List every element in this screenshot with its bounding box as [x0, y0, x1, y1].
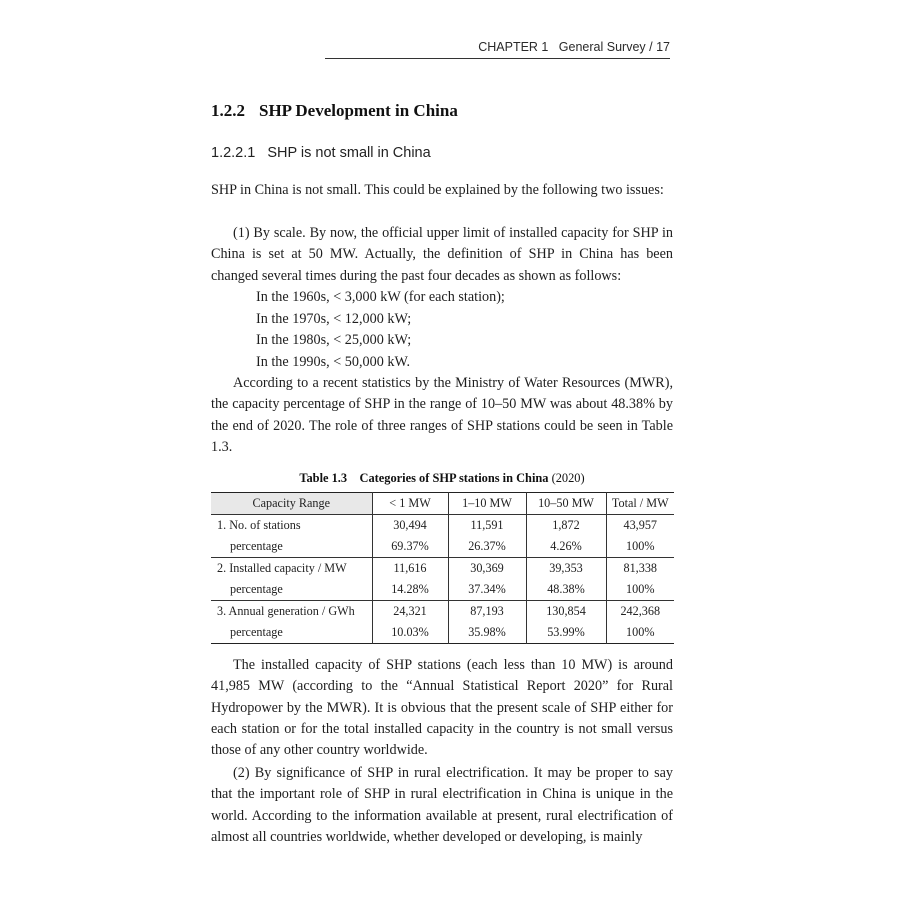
- installed-capacity-paragraph: The installed capacity of SHP stations (each less than 10 MW) is around 41,985 MW (according to the “Annual Statistical Report 2020” for Rural Hydropower by the MWR). It is obvious that the present scale of SHP either for each station or for the total installed capacity in the country is not small versus those of any other country worldwide.: [211, 657, 673, 759]
- table-year: (2020): [551, 471, 585, 485]
- table-cell: 11,616: [372, 558, 448, 580]
- subsection-number: 1.2.2.1: [211, 145, 256, 161]
- definition-1960s: In the 1960s, < 3,000 kW (for each station);: [256, 289, 505, 305]
- section-heading: [211, 101, 458, 121]
- definition-1970s: In the 1970s, < 12,000 kW;: [256, 311, 412, 327]
- column-header-lt-1mw: < 1 MW: [372, 493, 448, 515]
- table-cell: 14.28%: [372, 579, 448, 601]
- table-cell: 130,854: [526, 601, 606, 623]
- table-cell: 35.98%: [448, 622, 526, 644]
- table-header-row: [211, 493, 674, 515]
- column-header-total: Total / MW: [606, 493, 674, 515]
- definition-1980s: In the 1980s, < 25,000 kW;: [256, 332, 412, 348]
- table-row: [211, 601, 674, 623]
- running-head: [325, 40, 670, 54]
- table-caption-text: Categories of SHP stations in China: [359, 471, 549, 485]
- table-cell: 26.37%: [448, 536, 526, 558]
- row-label: percentage: [211, 536, 372, 558]
- section-title: SHP Development in China: [259, 101, 458, 120]
- table-cell: 53.99%: [526, 622, 606, 644]
- table-cell: 43,957: [606, 515, 674, 537]
- chapter-label: CHAPTER 1: [478, 40, 549, 54]
- intro-paragraph: SHP in China is not small. This could be explained by the following two issues:: [211, 182, 664, 198]
- table-cell: 10.03%: [372, 622, 448, 644]
- table-cell: 242,368: [606, 601, 674, 623]
- table-cell: 30,494: [372, 515, 448, 537]
- table-row: [211, 622, 674, 644]
- row-label: 1. No. of stations: [217, 518, 301, 532]
- table-cell: 87,193: [448, 601, 526, 623]
- chapter-title: General Survey: [558, 40, 646, 54]
- table-cell: 48.38%: [526, 579, 606, 601]
- table-cell: 100%: [606, 536, 674, 558]
- subsection-title: SHP is not small in China: [267, 145, 431, 161]
- table-cell: 81,338: [606, 558, 674, 580]
- table-cell: 37.34%: [448, 579, 526, 601]
- definition-1990s: In the 1990s, < 50,000 kW.: [256, 354, 411, 370]
- column-header-10-50mw: 10–50 MW: [526, 493, 606, 515]
- scale-paragraph: (1) By scale. By now, the official upper limit of installed capacity for SHP in China is set at 50 MW. Actually, the definition of SHP in China has been changed several times during the past four decades as shown as follows:: [211, 225, 673, 284]
- page-number: / 17: [649, 40, 670, 54]
- table-label: Table 1.3: [299, 471, 348, 485]
- row-label: 3. Annual generation / GWh: [217, 604, 355, 618]
- table-cell: 69.37%: [372, 536, 448, 558]
- row-label: 2. Installed capacity / MW: [217, 561, 347, 575]
- table-row: [211, 579, 674, 601]
- table-row: [211, 536, 674, 558]
- table-cell: 100%: [606, 622, 674, 644]
- table-cell: 1,872: [526, 515, 606, 537]
- table-cell: 30,369: [448, 558, 526, 580]
- table-row: [211, 515, 674, 537]
- significance-paragraph: (2) By significance of SHP in rural electrification. It may be proper to say that the important role of SHP in rural electrification in China is unique in the world. According to the information available at present, rural electrification of almost all countries worldwide, whether developed or developing, is mainly: [211, 765, 673, 845]
- table-cell: 4.26%: [526, 536, 606, 558]
- statistics-paragraph: According to a recent statistics by the Ministry of Water Resources (MWR), the capacity percentage of SHP in the range of 10–50 MW was about 48.38% by the end of 2020. The role of three ranges of SHP stations could be seen in Table 1.3.: [211, 375, 673, 455]
- table-cell: 24,321: [372, 601, 448, 623]
- table-cell: 11,591: [448, 515, 526, 537]
- header-rule: [325, 58, 670, 59]
- table-caption: [211, 471, 673, 486]
- row-label: percentage: [211, 579, 372, 601]
- column-header-1-10mw: 1–10 MW: [448, 493, 526, 515]
- column-header-capacity-range: Capacity Range: [211, 493, 372, 515]
- shp-categories-table: [211, 492, 674, 644]
- section-number: 1.2.2: [211, 101, 245, 120]
- subsection-heading: [211, 145, 431, 161]
- table-row: [211, 558, 674, 580]
- table-cell: 100%: [606, 579, 674, 601]
- table-cell: 39,353: [526, 558, 606, 580]
- row-label: percentage: [230, 625, 283, 639]
